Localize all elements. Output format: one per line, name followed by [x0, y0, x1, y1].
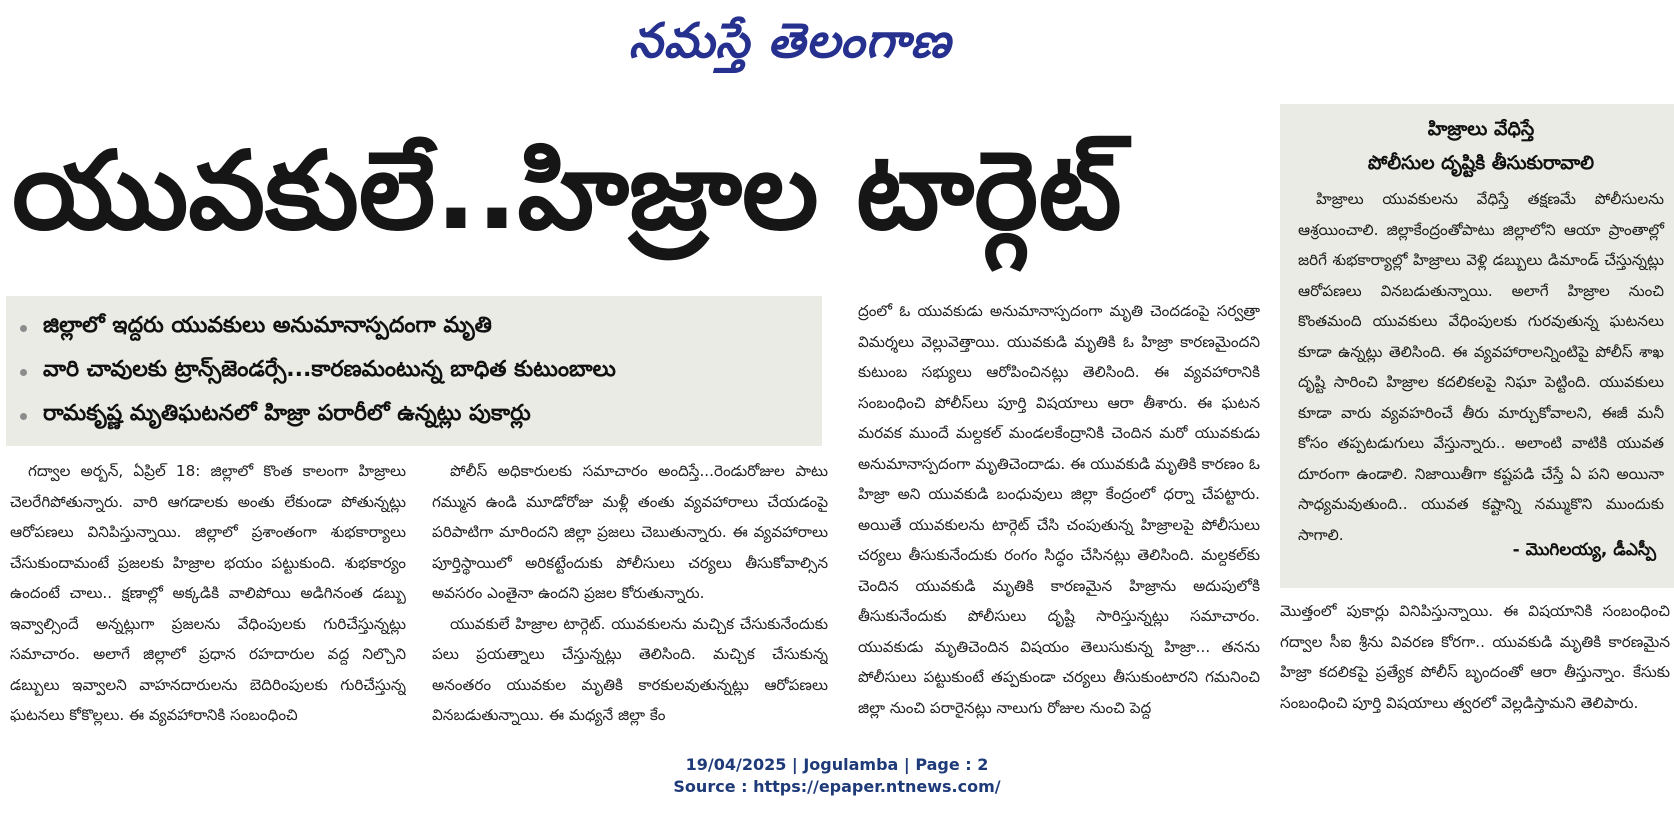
- bullet-dot-icon: [20, 413, 27, 420]
- highlight-item: [20, 306, 822, 350]
- highlights-box: [6, 296, 822, 446]
- article-paragraph: యువకులే హిజ్రాల టార్గెట్. యువకులను మచ్చిక చేసుకునేందుకు పలు ప్రయత్నాలు చేస్తున్నట్లు తెలిసింది. మచ్చిక చేసుకున్న అనంతరం యువకుల మృతికి కారకులవుతున్నట్లు ఆరోపణలు వినబడుతున్నాయి. ఈ మధ్యనే జిల్లా కేం: [432, 614, 828, 724]
- bullet-dot-icon: [20, 369, 27, 376]
- sidebar-paragraph: హిజ్రాలు యువకులను వేధిస్తే తక్షణమే పోలీసులను ఆశ్రయించాలి. జిల్లాకేంద్రంతోపాటు జిల్లాలోని ఆయా ప్రాంతాల్లో జరిగే శుభకార్యాల్లో హిజ్రాలు వెళ్లి డబ్బులు డిమాండ్ చేస్తున్నట్లు ఆరోపణలు వినబడుతున్నాయి. అలాగే హిజ్రాల నుంచి కొంతమంది యువకులు వేధింపులకు గురవుతున్న ఘటనలు కూడా ఉన్నట్లు తెలిసింది. ఈ వ్యవహారాలన్నింటిపై పోలీస్ శాఖ దృష్టి సారించి హిజ్రాల కదలికలపై నిఘా పెట్టింది. యువకులు కూడా వారు వ్యవహరించే తీరు మార్చుకోవాలని, ఈజీ మనీ కోసం తప్పటడుగులు వేస్తున్నారు.. అలాంటి వాటికి యువత దూరంగా ఉండాలి. నిజాయితీగా కష్టపడి చేస్తే ఏ పని అయినా సాధ్యమవుతుంది.. యువత కష్టాన్ని నమ్ముకొని ముందుకు సాగాలి.: [1298, 190, 1664, 544]
- article-paragraph: పోలీస్ అధికారులకు సమాచారం అందిస్తే...రెండురోజుల పాటు గమ్మున ఉండి మూడోరోజు మళ్లీ తంతు వ్యవహారాలు చేయడంపై పరిపాటిగా మారిందని జిల్లా ప్రజలు చెబుతున్నారు. ఈ వ్యవహారాలు పూర్తిస్థాయిలో అరికట్టేందుకు పోలీసులు చర్యలు తీసుకోవాల్సిన అవసరం ఎంతైనా ఉందని ప్రజల కోరుతున్నారు.: [432, 462, 828, 602]
- article-column-4: [1280, 596, 1670, 746]
- article-column-2: [432, 456, 828, 746]
- highlight-item: [20, 394, 822, 438]
- article-paragraph: ద్రంలో ఓ యువకుడు అనుమానాస్పదంగా మృతి చెందడంపై సర్వత్రా విమర్శలు వెల్లువెత్తాయి. యువకుడి మృతికి ఓ హిజ్రా కారణమైందని కుటుంబ సభ్యులు ఆరోపించినట్లు తెలిసింది. ఈ వ్యవహారానికి సంబంధించి పోలీస్‌లు పూర్తి విషయాలు ఆరా తీశారు. ఈ ఘటన మరవక ముందే మల్దకల్ మండలకేంద్రానికి చెందిన మరో యువకుడు అనుమానాస్పదంగా మృతిచెందాడు. ఈ యువకుడి మృతికి కారణం ఓ హిజ్రా అని యువకుడి బంధువులు జిల్లా కేంద్రంలో ధర్నా చేపట్టారు. అయితే యువకులను టార్గెట్ చేసి చంపుతున్న హిజ్రాలపై పోలీసులు చర్యలు తీసుకునేందుకు రంగం సిద్ధం చేసినట్లు తెలిసింది. మల్దకల్‌కు చెందిన యువకుడి మృతికి కారణమైన హిజ్రాను అదుపులోకి తీసుకునేందుకు పోలీసులు దృష్టి సారిస్తున్నట్లు సమాచారం. యువకుడు మృతిచెందిన విషయం తెలుసుకున్న హిజ్రా... తనను పోలీసులు పట్టుకుంటే తప్పకుండా చర్యలు తీసుకుంటారని గమనించి జిల్లా నుంచి పరారైనట్లు నాలుగు రోజుల నుంచి పెద్ద: [858, 302, 1260, 717]
- article-paragraph: గద్వాల అర్బన్, ఏప్రిల్ 18: జిల్లాలో కొంత కాలంగా హిజ్రాలు చెలరేగిపోతున్నారు. వారి ఆగడాలకు అంతు లేకుండా పోతున్నట్లు ఆరోపణలు వినిపిస్తున్నాయి. జిల్లాలో ప్రశాంతంగా శుభకార్యాలు చేసుకుందామంటే ప్రజలకు హిజ్రాల భయం పట్టుకుంది. శుభకార్యం ఉందంటే చాలు.. క్షణాల్లో అక్కడికి వాలిపోయి అడిగినంత డబ్బు ఇవ్వాల్సిందే అన్నట్లుగా ప్రజలను వేధింపులకు గురిచేస్తున్నట్లు సమాచారం. అలాగే జిల్లాలో ప్రధాన రహదారుల వద్ద నిల్చొని డబ్బులు ఇవ్వాలని వాహనదారులను బెదిరింపులకు గురిచేస్తున్న ఘటనలు కోకొల్లలు. ఈ వ్యవహారానికి సంబంధించి: [10, 462, 406, 724]
- sidebar-title-line-1: హిజ్రాలు వేధిస్తే: [1427, 118, 1535, 140]
- highlight-text: వారి చావులకు ట్రాన్స్‌జెండర్సే...కారణమంటున్న బాధిత కుటుంబాలు: [43, 357, 616, 382]
- footer: [0, 754, 1674, 798]
- sidebar-body: [1298, 184, 1664, 550]
- headline: యువకులే..హిజ్రాల టార్గెట్: [12, 129, 1122, 254]
- article-column-3: [858, 296, 1260, 746]
- sidebar-signature: - మొగిలయ్య, డీఎస్పీ: [1512, 540, 1656, 560]
- bullet-dot-icon: [20, 325, 27, 332]
- highlight-text: రామకృష్ణ మృతిఘటనలో హిజ్రా పరారీలో ఉన్నట్లు పుకార్లు: [43, 401, 531, 426]
- article-paragraph: మొత్తంలో పుకార్లు వినిపిస్తున్నాయి. ఈ విషయానికి సంబంధించి గద్వాల సీఐ శ్రీను వివరణ కోరగా.. యువకుడి మృతికి కారణమైన హిజ్రా కదలికపై ప్రత్యేక పోలీస్ బృందంతో ఆరా తీస్తున్నాం. కేసుకు సంబంధించి పూర్తి విషయాలు త్వరలో వెల్లడిస్తామని తెలిపారు.: [1280, 602, 1670, 712]
- masthead-logo: నమస్తే తెలంగాణ: [628, 13, 952, 69]
- footer-date-edition: 19/04/2025 | Jogulamba | Page : 2: [685, 755, 989, 774]
- highlight-text: జిల్లాలో ఇద్దరు యువకులు అనుమానాస్పదంగా మృతి: [43, 313, 492, 338]
- sidebar-title-line-2: పోలీసుల దృష్టికి తీసుకురావాలి: [1367, 152, 1595, 174]
- sidebar-box: [1280, 104, 1674, 588]
- footer-source: Source : https://epaper.ntnews.com/: [673, 777, 1001, 796]
- article-column-1: [10, 456, 406, 746]
- highlight-item: [20, 350, 822, 394]
